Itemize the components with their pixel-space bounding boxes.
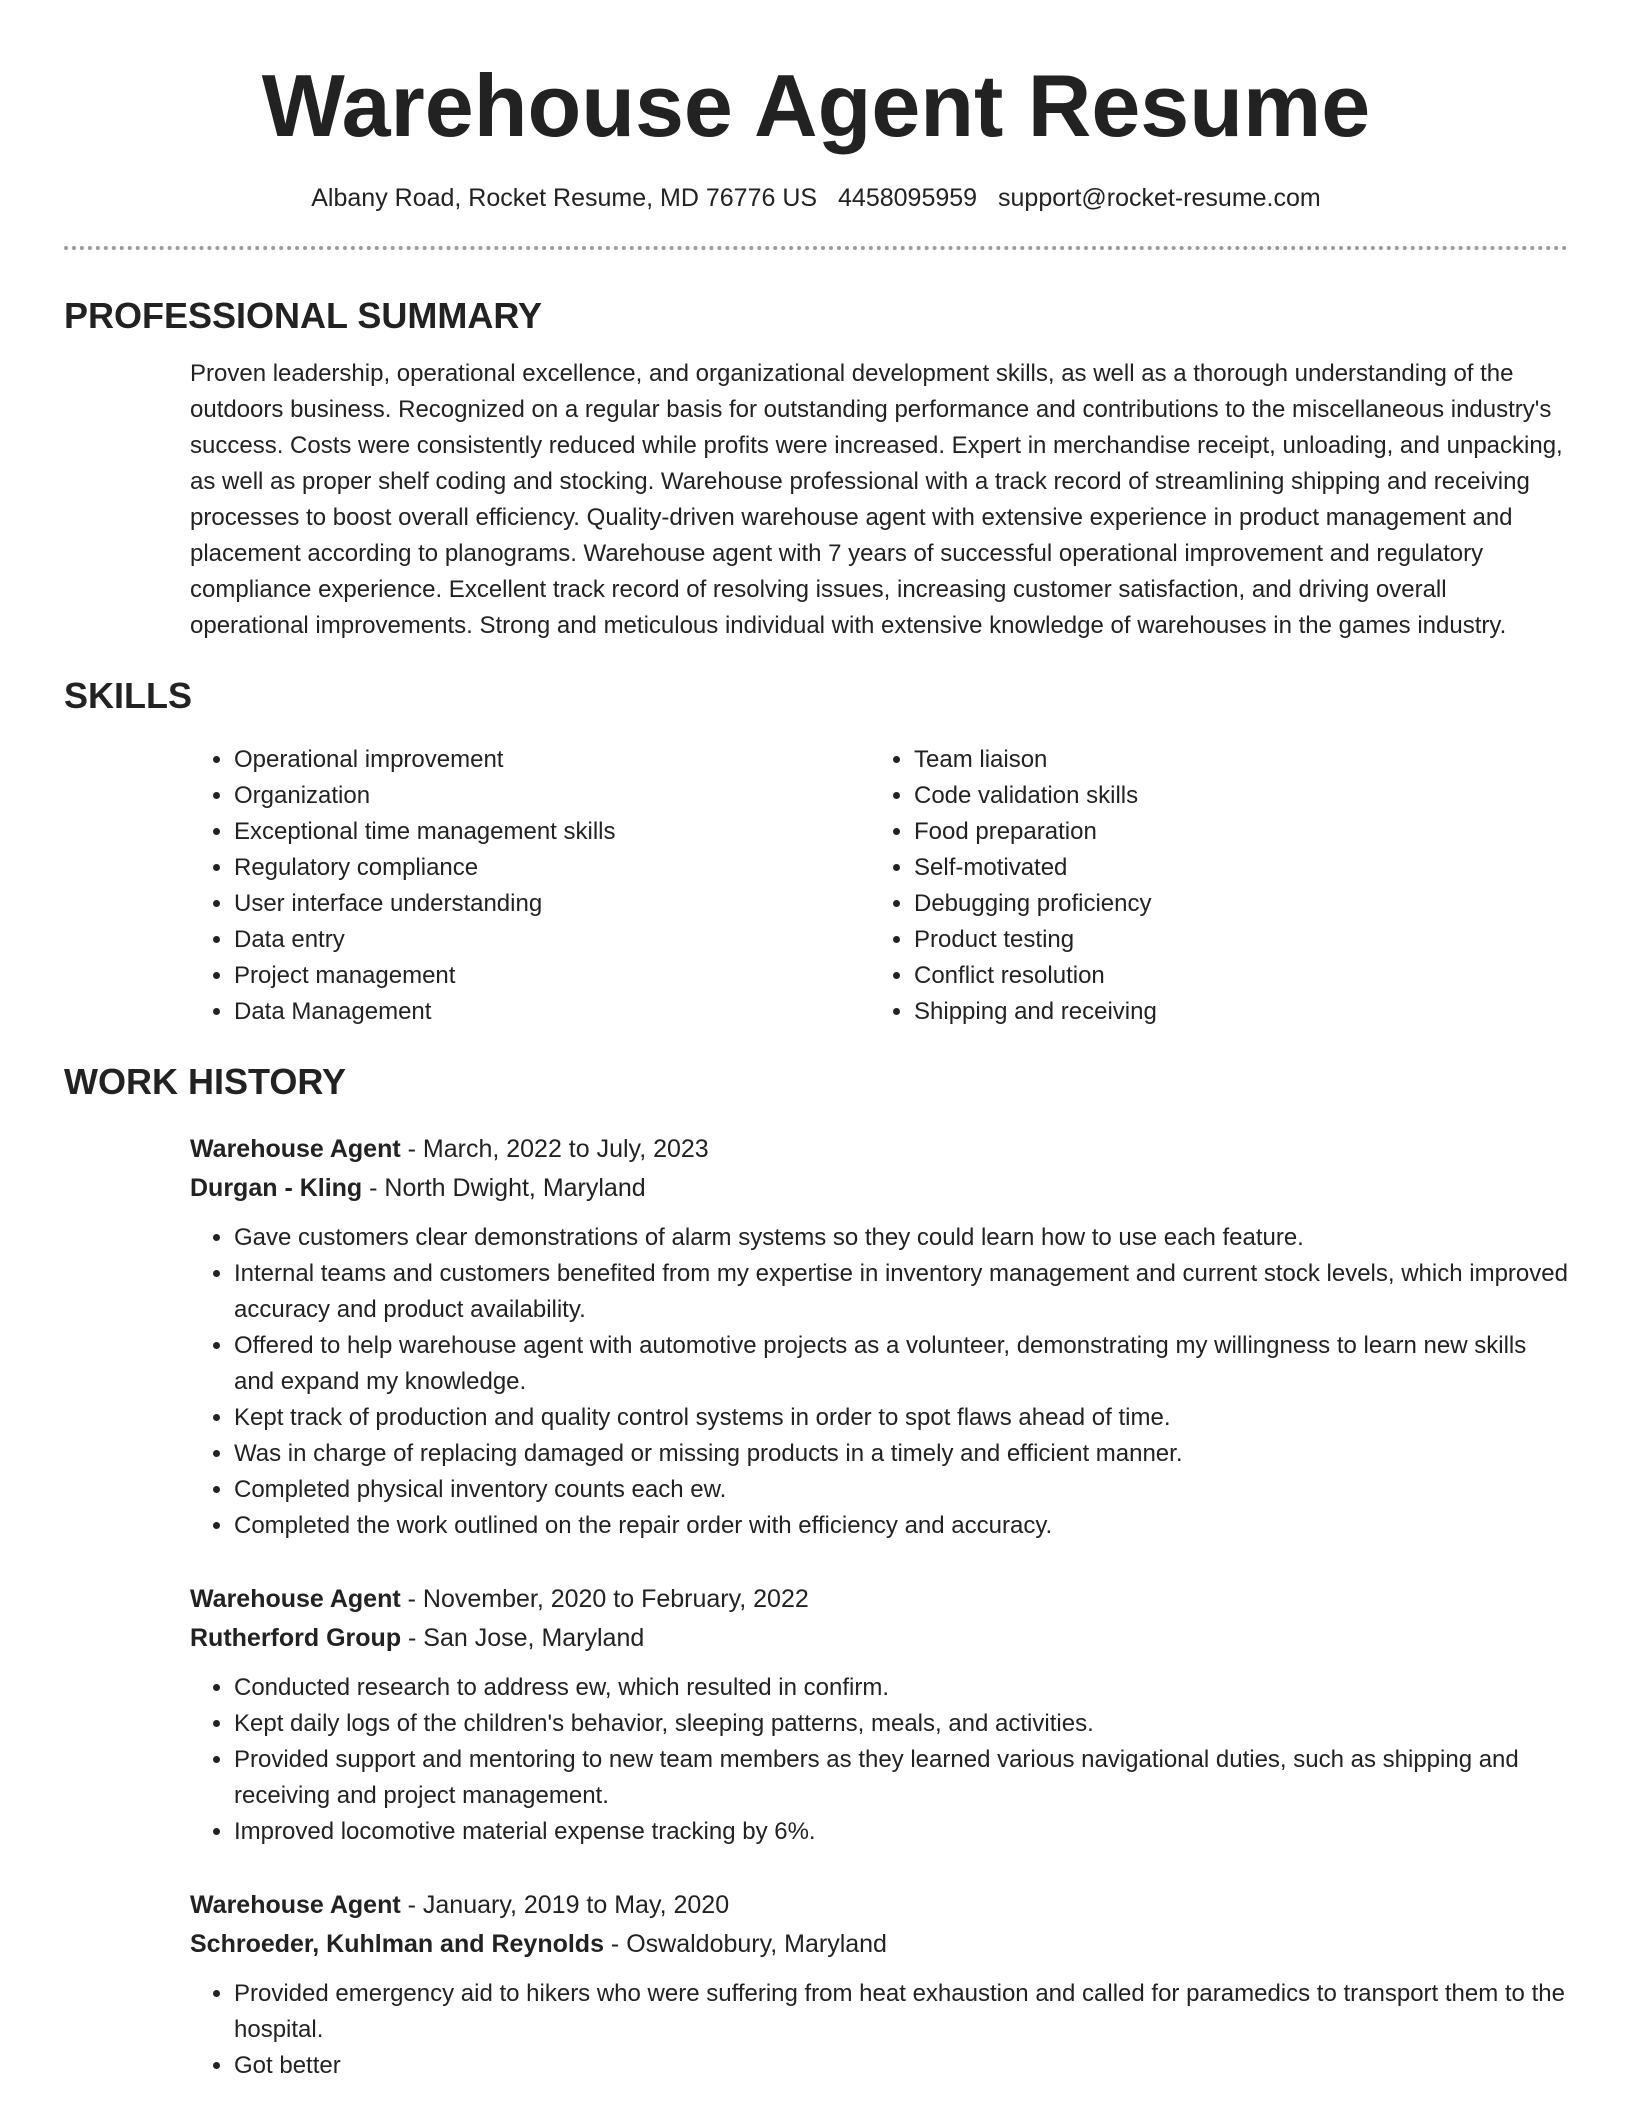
job-bullet: • Offered to help warehouse agent with automotive projects as a volunteer, demonstrating my willingness to learn new skills and expand my knowledge. [234,1328,1568,1400]
job-entry [190,1580,1568,1850]
job-title: Warehouse Agent [190,1891,401,1919]
job-bullet: • Completed the work outlined on the repair order with efficiency and accuracy. [234,1508,1568,1544]
skill-item: • Product testing [914,922,1550,958]
job-location: - San Jose, Maryland [401,1624,645,1652]
job-bullet: • Kept daily logs of the children's behavior, sleeping patterns, meals, and activities. [234,1706,1568,1742]
skills-column-right [870,742,1550,1030]
job-company-line [190,1169,1568,1208]
job-title-line [190,1886,1568,1925]
skill-item: • Data entry [234,922,870,958]
skill-item: • Team liaison [914,742,1550,778]
job-bullet: • Gave customers clear demonstrations of alarm systems so they could learn how to use each feature. [234,1220,1568,1256]
job-dates: - January, 2019 to May, 2020 [400,1891,730,1919]
page-title: Warehouse Agent Resume [261,56,1371,155]
job-dates: - March, 2022 to July, 2023 [400,1135,709,1163]
skill-item: • Regulatory compliance [234,850,870,886]
header-divider [64,246,1568,250]
skill-item: • Shipping and receiving [914,994,1550,1030]
skills-heading: SKILLS [64,675,193,716]
job-bullet: • Completed physical inventory counts each ew. [234,1472,1568,1508]
job-bullets [190,1220,1568,1544]
job-title-line [190,1130,1568,1169]
job-bullet: • Provided support and mentoring to new team members as they learned various navigational duties, such as shipping and receiving and project management. [234,1742,1568,1814]
job-location: - North Dwight, Maryland [362,1174,646,1202]
work-history-heading: WORK HISTORY [64,1061,347,1102]
job-bullet: • Conducted research to address ew, which resulted in confirm. [234,1670,1568,1706]
contact-address: Albany Road, Rocket Resume, MD 76776 US [311,184,818,212]
job-title-line [190,1580,1568,1619]
skill-item: • User interface understanding [234,886,870,922]
job-bullets [190,1670,1568,1850]
contact-line [0,182,1632,214]
skill-item: • Organization [234,778,870,814]
job-company: Rutherford Group [190,1624,402,1652]
job-bullet: • Kept track of production and quality control systems in order to spot flaws ahead of time. [234,1400,1568,1436]
skill-item: • Code validation skills [914,778,1550,814]
job-title: Warehouse Agent [190,1585,401,1613]
summary-text: Proven leadership, operational excellence, and organizational development skills, as well as a thorough understanding of the outdoors business. Recognized on a regular basis for outstanding performance and contributions to the miscellaneous industry's success. Costs were consistently reduced while profits were increased. Expert in merchandise receipt, unloading, and unpacking, as well as proper shelf coding and stocking. Warehouse professional with a track record of streamlining shipping and receiving processes to boost overall efficiency. Quality-driven warehouse agent with extensive experience in product management and placement according to planograms. Warehouse agent with 7 years of successful operational improvement and regulatory compliance experience. Excellent track record of resolving issues, increasing customer satisfaction, and driving overall operational improvements. Strong and meticulous individual with extensive knowledge of warehouses in the games industry. [190,360,1563,639]
job-entry [190,1130,1568,1544]
job-title: Warehouse Agent [190,1135,401,1163]
job-bullet: • Improved locomotive material expense tracking by 6%. [234,1814,1568,1850]
job-dates: - November, 2020 to February, 2022 [400,1585,809,1613]
skill-item: • Project management [234,958,870,994]
skills-column-left [190,742,870,1030]
job-company-line [190,1619,1568,1658]
skill-item: • Self-motivated [914,850,1550,886]
contact-email: support@rocket-resume.com [998,184,1321,212]
skill-item: • Conflict resolution [914,958,1550,994]
job-bullet: • Was in charge of replacing damaged or missing products in a timely and efficient manner. [234,1436,1568,1472]
job-company-line [190,1925,1568,1964]
skill-item: • Debugging proficiency [914,886,1550,922]
skill-item: • Data Management [234,994,870,1030]
job-bullet: • Got better [234,2048,1568,2084]
skill-item: • Operational improvement [234,742,870,778]
job-bullet: • Provided emergency aid to hikers who were suffering from heat exhaustion and called for paramedics to transport them to the hospital. [234,1976,1568,2048]
skills-list [190,742,1568,1030]
skill-item: • Food preparation [914,814,1550,850]
job-company: Durgan - Kling [190,1174,363,1202]
skill-item: • Exceptional time management skills [234,814,870,850]
job-bullets [190,1976,1568,2084]
job-company: Schroeder, Kuhlman and Reynolds [190,1930,604,1958]
job-bullet: • Internal teams and customers benefited from my expertise in inventory management and current stock levels, which improved accuracy and product availability. [234,1256,1568,1328]
job-entry [190,1886,1568,2084]
contact-phone: 4458095959 [838,184,978,212]
summary-heading: PROFESSIONAL SUMMARY [64,295,543,336]
job-location: - Oswaldobury, Maryland [603,1930,887,1958]
